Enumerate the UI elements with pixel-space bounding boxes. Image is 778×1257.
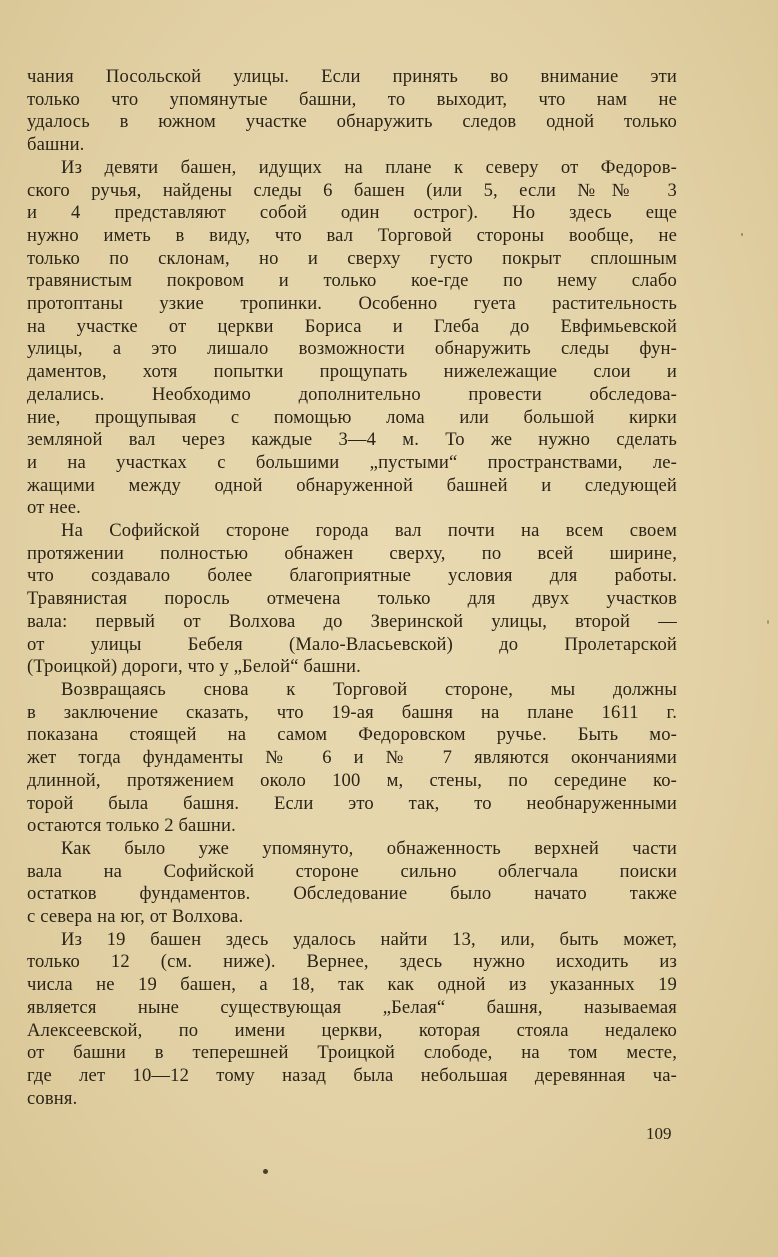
text-line: торой была башня. Если это так, то необнаруженными (27, 792, 677, 814)
text-line: показана стоящей на самом Федоровском ручье. Быть мо- (27, 724, 677, 746)
text-line: Из девяти башен, идущих на плане к северу от Федоров- (61, 156, 677, 178)
text-line: жет тогда фундаменты № 6 и № 7 являются окончаниями (27, 747, 677, 769)
text-line: и 4 представляют собой один острог). Но здесь еще (27, 202, 677, 224)
text-line: остаются только 2 башни. (27, 815, 236, 837)
text-line: улицы, а это лишало возможности обнаружить следы фун- (27, 338, 677, 360)
text-line: совня. (27, 1087, 78, 1109)
text-line: на участке от церкви Бориса и Глеба до Евфимьевской (27, 315, 677, 337)
text-line: от башни в теперешней Троицкой слободе, на том месте, (27, 1042, 677, 1064)
paragraph (27, 66, 677, 157)
text-line: вала на Софийской стороне сильно облегчала поиски (27, 860, 677, 882)
text-line: только по склонам, но и сверху густо покрыт сплошным (27, 247, 677, 269)
text-line: Из 19 башен здесь удалось найти 13, или, быть может, (61, 928, 677, 950)
text-line: что создавало более благоприятные условия для работы. (27, 565, 677, 587)
text-line: является ныне существующая „Белая“ башня, называемая (27, 996, 677, 1018)
text-line: травянистым покровом и только кое-где по нему слабо (27, 270, 677, 292)
text-line: Возвращаясь снова к Торговой стороне, мы должны (61, 678, 677, 700)
text-line: числа не 19 башен, а 18, так как одной из указанных 19 (27, 974, 677, 996)
text-line: от нее. (27, 497, 81, 519)
text-line: и на участках с большими „пустыми“ пространствами, ле- (27, 451, 677, 473)
text-line: вала: первый от Волхова до Зверинской улицы, второй — (27, 610, 677, 632)
text-line: чания Посольской улицы. Если принять во внимание эти (27, 66, 677, 87)
text-line: нужно иметь в виду, что вал Торговой стороны вообще, не (27, 224, 677, 246)
text-line: где лет 10—12 тому назад была небольшая деревянная ча- (27, 1064, 677, 1086)
text-line: даментов, хотя попытки прощупать нижележащие слои и (27, 361, 677, 383)
print-speck (767, 620, 769, 624)
text-line: земляной вал через каждые 3—4 м. То же нужно сделать (27, 429, 677, 451)
paragraph (27, 520, 677, 679)
paragraph (27, 838, 677, 929)
text-line: Алексеевской, по имени церкви, которая стояла недалеко (27, 1019, 677, 1041)
text-line: от улицы Бебеля (Мало-Власьевской) до Пролетарской (27, 633, 677, 655)
paragraph (27, 157, 677, 520)
text-line: делались. Необходимо дополнительно провести обследова- (27, 383, 677, 405)
page-number: 109 (646, 1124, 672, 1143)
text-line: Как было уже упомянуто, обнаженность верхней части (61, 837, 677, 859)
text-line: длинной, протяжением около 100 м, стены, по середине ко- (27, 769, 677, 791)
text-line: с севера на юг, от Волхова. (27, 906, 244, 928)
text-line: башни. (27, 134, 85, 156)
print-speck (741, 233, 743, 236)
text-line: удалось в южном участке обнаружить следов одной только (27, 111, 677, 133)
text-line: протяжении полностью обнажен сверху, по всей ширине, (27, 542, 677, 564)
paragraph (27, 679, 677, 838)
text-line: ского ручья, найдены следы 6 башен (или 5, если №№ 3 (27, 179, 677, 201)
paragraph (27, 929, 677, 1111)
text-line: ние, прощупывая с помощью лома или большой кирки (27, 406, 677, 428)
body-text (27, 66, 677, 1110)
text-line: протоптаны узкие тропинки. Особенно гуета растительность (27, 293, 677, 315)
text-line: Травянистая поросль отмечена только для двух участков (27, 588, 677, 610)
print-speck (263, 1169, 268, 1174)
text-line: только 12 (см. ниже). Вернее, здесь нужно исходить из (27, 951, 677, 973)
text-line: На Софийской стороне города вал почти на всем своем (61, 520, 677, 542)
text-line: жащими между одной обнаруженной башней и следующей (27, 474, 677, 496)
text-line: остатков фундаментов. Обследование было начато также (27, 883, 677, 905)
text-line: в заключение сказать, что 19-ая башня на плане 1611 г. (27, 701, 677, 723)
text-line: только что упомянутые башни, то выходит, что нам не (27, 88, 677, 110)
text-line: (Троицкой) дороги, что у „Белой“ башни. (27, 656, 361, 678)
